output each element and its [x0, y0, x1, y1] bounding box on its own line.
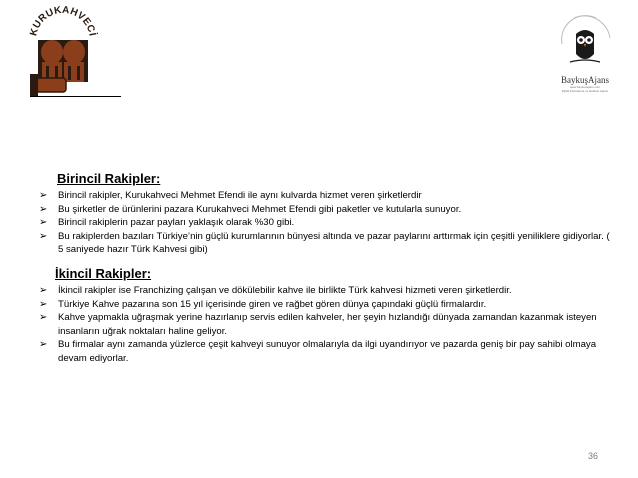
page-number: 36	[587, 451, 598, 461]
list-item: ➢ Bu rakiplerden bazıları Türkiye’nin güçlü kurumlarının bünyesi altında ve pazar paylarını arttırmak için çeşitli yeniliklere gidiyorlar. ( 5 saniyede hazır Türk Kahvesi gibi)	[39, 230, 610, 256]
list-item: ➢ Türkiye Kahve pazarına son 15 yıl içerisinde giren ve rağbet gören dünya çapındaki güçlü firmalardır.	[39, 298, 487, 310]
right-logo-tagline-1: www.baykusajans.com	[569, 85, 601, 89]
arrow-bullet-icon: ➢	[39, 339, 48, 351]
list-item: ➢ Kahve yapmakla uğraşmak yerine hazırlanıp servis edilen kahveler, her şeyin hızlandığı dünyada zamandan kazanmak isteyen insanların uğrak noktaları haline geliyor.	[39, 312, 597, 337]
baykus-logo	[552, 14, 618, 98]
primary-competitors-list	[39, 189, 610, 257]
list-item: ➢ İkincil rakipler ise Franchizing çalışan ve dökülebilir kahve ile birlikte Türk kahvesi hizmeti veren şirketlerdir.	[39, 284, 512, 296]
svg-text:KURUKAHVECİ	[28, 6, 98, 37]
arrow-bullet-icon: ➢	[39, 284, 48, 296]
arrow-bullet-icon: ➢	[39, 190, 48, 201]
list-item: ➢ Bu firmalar aynı zamanda yüzlerce çeşit kahveyi sunuyor olmalarıyla da ilgi uyandırıyor ve pazarda geniş bir pay sahibi olmaya devam ediyorlar.	[39, 339, 597, 364]
owl-logo-icon	[556, 14, 614, 70]
arrow-bullet-icon: ➢	[39, 298, 48, 310]
section-heading-primary: Birincil Rakipler:	[57, 171, 161, 186]
secondary-competitors-list	[39, 284, 610, 366]
right-logo-tagline-2: Dijital Pazarlama ve Reklam Ajansı	[561, 89, 609, 93]
arrow-bullet-icon: ➢	[39, 230, 48, 242]
slide-content	[39, 171, 610, 375]
list-item: ➢ Bu şirketler de ürünlerini pazara Kurukahveci Mehmet Efendi gibi paketler ve kutularla sunuyor.	[39, 203, 462, 215]
arrow-bullet-icon: ➢	[39, 203, 48, 215]
left-logo-brand: KURUKAHVECİ	[28, 6, 98, 38]
arrow-bullet-icon: ➢	[39, 312, 48, 324]
list-item: ➢ Birincil rakipler, Kurukahveci Mehmet Efendi ile aynı kulvarda hizmet veren şirketlerdir	[39, 190, 422, 201]
header-rule	[30, 96, 121, 97]
section-heading-secondary: İkincil Rakipler:	[55, 265, 152, 281]
arrow-bullet-icon: ➢	[39, 217, 48, 229]
right-logo-brand: BaykuşAjans	[561, 75, 609, 85]
list-item: ➢ Birincil rakiplerin pazar payları yaklaşık olarak %30 gibi.	[39, 217, 295, 229]
kurukahveci-logo-icon	[28, 6, 98, 98]
